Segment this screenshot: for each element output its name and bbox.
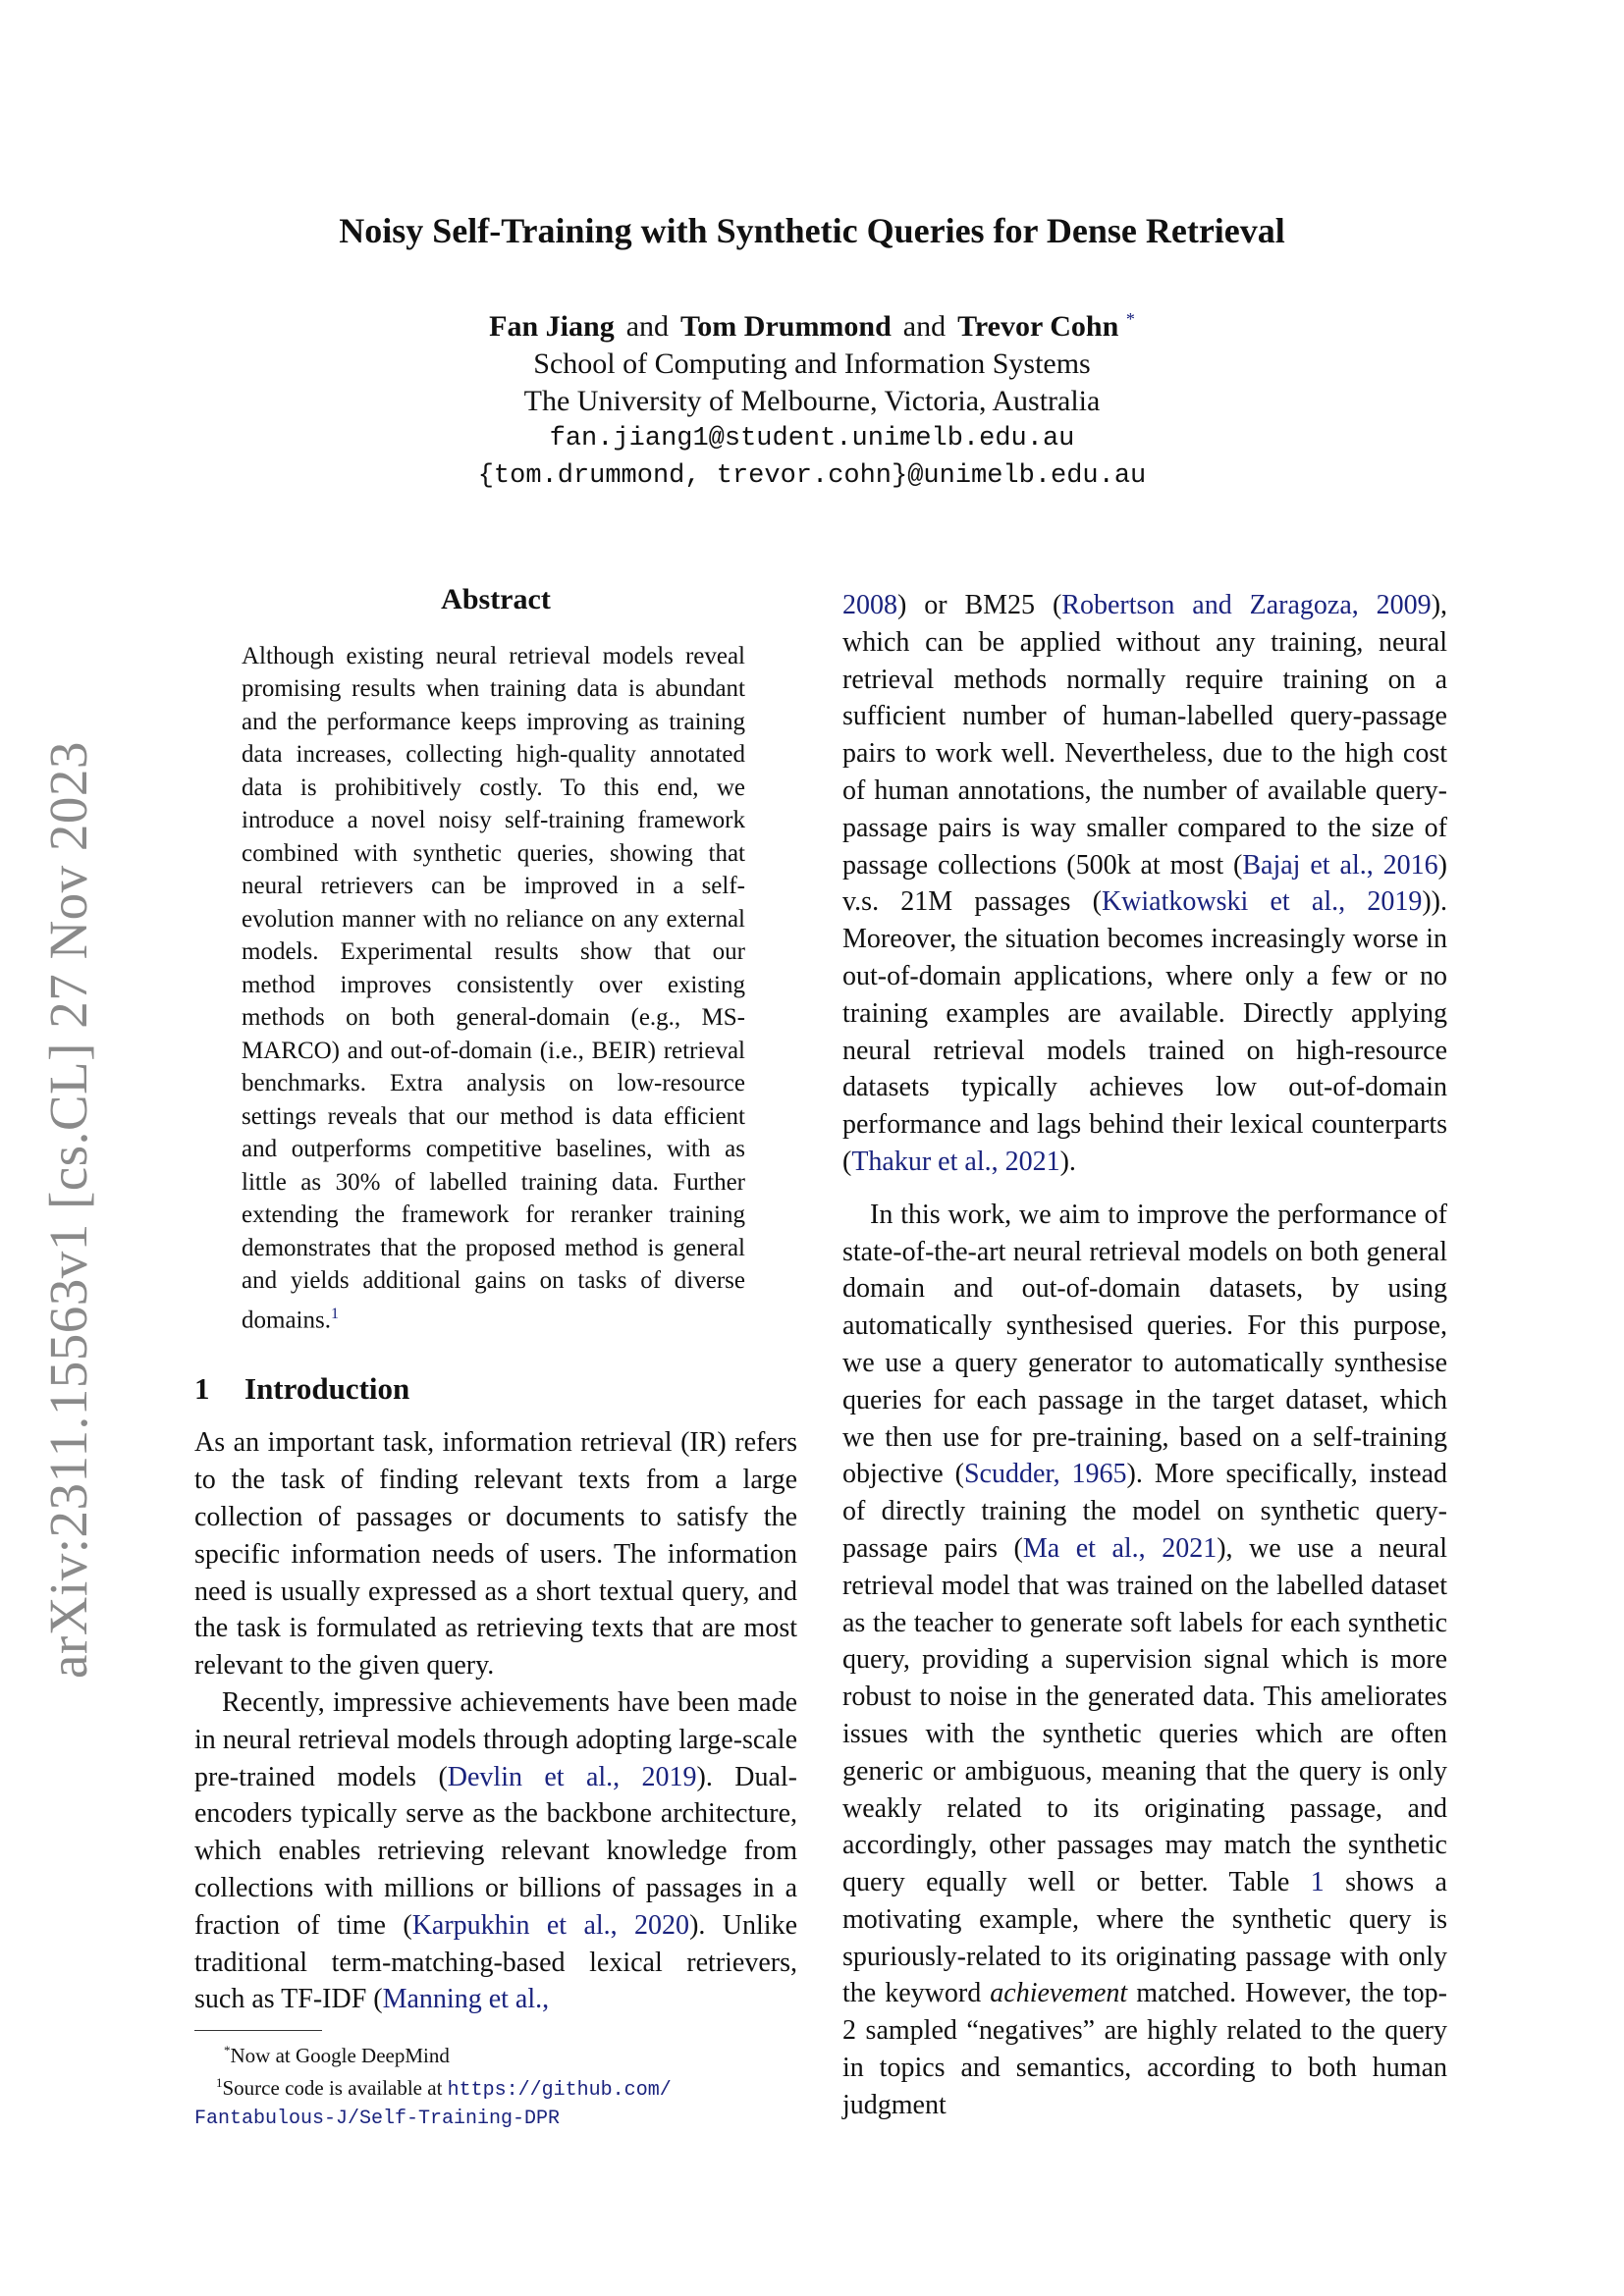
footnote-text: Source code is available at — [222, 2076, 448, 2100]
citation-link[interactable]: Ma et al., 2021 — [1022, 1532, 1218, 1564]
footnote — [194, 2037, 797, 2069]
section-heading — [194, 1370, 797, 1408]
citation-link[interactable]: 2008 — [842, 590, 897, 620]
author-separator: and — [625, 310, 670, 343]
citation-link[interactable]: Thakur et al., 2021 — [851, 1146, 1060, 1177]
body-paragraph — [842, 1197, 1447, 2124]
paragraph-text: ). Dual-encoders typically serve as the backbone architecture, which enables retrieving relevant knowledge from collections with millions or billions of passages in a fraction of time ( — [194, 1761, 798, 1941]
affiliation-university: The University of Melbourne, Victoria, Australia — [523, 385, 1101, 417]
citation-link[interactable]: Karpukhin et al., 2020 — [411, 1909, 690, 1941]
author-email: {tom.drummond, trevor.cohn}@unimelb.edu.au — [477, 461, 1147, 491]
section-number: 1 — [194, 1370, 210, 1406]
author-footnote-mark[interactable]: * — [1125, 309, 1135, 329]
abstract-body — [194, 640, 797, 1337]
right-column — [842, 587, 1447, 2124]
author-name: Tom Drummond — [680, 310, 892, 343]
footnote-mark: * — [224, 2043, 231, 2057]
paragraph-text: )). Moreover, the situation becomes increasingly worse in out-of-domain applications, where only a few or no training examples are available. Directly applying neural retrieval models trained on high-resource datasets typically achieves low out-of-domain performance and lags behind their lexical counterparts ( — [842, 886, 1447, 1177]
footnote — [194, 2069, 797, 2132]
abstract-heading: Abstract — [441, 583, 551, 615]
source-code-link[interactable]: Fantabulous-J/Self-Training-DPR — [194, 2108, 561, 2130]
author-name: Fan Jiang — [489, 310, 615, 343]
paragraph-text: Recently, impressive achievements have been made in neural retrieval models through adopting large-scale pre-trained models ( — [194, 1687, 797, 1792]
paragraph-text: shows a motivating example, where the synthetic query is spuriously-related to its originating passage with only the keyword — [842, 1867, 1447, 2009]
author-email: fan.jiang1@student.unimelb.edu.au — [549, 424, 1075, 454]
source-code-link[interactable]: https://github.com/ — [447, 2079, 672, 2102]
paragraph-text: ). Unlike traditional term-matching-based lexical retrievers, such as TF-IDF ( — [194, 1909, 797, 2015]
footnote-mark: 1 — [216, 2075, 223, 2090]
citation-link[interactable]: Bajaj et al., 2016 — [1242, 849, 1438, 881]
paragraph-text: matched. However, the top-2 sampled “negatives” are highly related to the query in topics and semantics, according to both human judgment — [842, 1978, 1447, 2120]
paragraph-text: ) v.s. 21M passages ( — [842, 849, 1447, 918]
abstract-text: Although existing neural retrieval models reveal promising results when training data is abundant and the performance keeps improving as training data increases, collecting high-quality annotated data is prohibitively costly. To this end, we introduce a novel noisy self-training framework combined with synthetic queries, showing that neural retrievers can be improved in a self-evolution manner with no reliance on any external models. Experimental results show that our method improves consistently over existing methods on both general-domain (e.g., MS-MARCO) and out-of-domain (i.e., BEIR) retrieval benchmarks. Extra analysis on low-resource settings reveals that our method is data efficient and outperforms competitive baselines, with as little as 30% of labelled training data. Further extending the framework for reranker training demonstrates that the proposed method is general and yields additional gains on tasks of diverse domains. — [242, 642, 745, 1334]
paragraph-text: ). More specifically, instead of directly training the model on synthetic query-passage pairs ( — [842, 1459, 1447, 1564]
paragraph-text: ) or BM25 ( — [897, 590, 1062, 620]
author-block — [0, 300, 1624, 495]
left-column — [194, 581, 797, 2018]
citation-link[interactable]: Robertson and Zaragoza, 2009 — [1061, 590, 1432, 620]
paragraph-text: In this work, we aim to improve the performance of state-of-the-art neural retrieval models on both general domain and out-of-domain datasets, by using automatically synthesised queries. For this purpose, we use a query generator to automatically synthesise queries for each passage in the target dataset, which we then use for pre-training, based on a self-training objective ( — [842, 1199, 1447, 1490]
footnote-ref[interactable]: 1 — [330, 1305, 339, 1322]
author-separator: and — [902, 310, 947, 343]
table-reference-link[interactable]: 1 — [1310, 1867, 1325, 1898]
author-name: Trevor Cohn — [957, 310, 1119, 343]
footnotes — [194, 2030, 797, 2132]
citation-link[interactable]: Scudder, 1965 — [963, 1459, 1127, 1490]
emphasized-keyword: achievement — [990, 1978, 1128, 2009]
section-title: Introduction — [244, 1370, 410, 1406]
paragraph-text: ). — [1059, 1146, 1076, 1177]
arxiv-stamp: arXiv:2311.15563v1 [cs.CL] 27 Nov 2023 — [38, 741, 98, 1679]
footnote-rule — [194, 2030, 322, 2031]
paragraph-text: ), we use a neural retrieval model that was trained on the labelled dataset as the teacher to generate soft labels for each synthetic query, providing a supervision signal which is more robust to noise in the generated data. This ameliorates issues with the synthetic queries which are often generic or ambiguous, meaning that the query is only weakly related to its originating passage, and accordingly, other passages may match the synthetic query equally well or better. Table — [842, 1532, 1448, 1898]
affiliation-department: School of Computing and Information Systems — [533, 347, 1091, 380]
citation-link[interactable]: Devlin et al., 2019 — [447, 1761, 697, 1792]
intro-paragraph: As an important task, information retrieval (IR) refers to the task of finding relevant texts from a large collection of passages or documents to satisfy the specific information needs of users. The information need is usually expressed as a short textual query, and the task is formulated as retrieving texts that are most relevant to the given query. — [194, 1427, 797, 1682]
paper-title: Noisy Self-Training with Synthetic Queries for Dense Retrieval — [339, 211, 1285, 250]
citation-link[interactable]: Kwiatkowski et al., 2019 — [1101, 886, 1423, 918]
author-names — [0, 300, 1624, 346]
intro-paragraph — [194, 1684, 797, 2018]
footnote-text: Now at Google DeepMind — [230, 2044, 450, 2067]
paragraph-text: ), which can be applied without any training, neural retrieval methods normally require training on a sufficient number of human-labelled query-passage pairs to work well. Nevertheless, due to the high cost of human annotations, the number of available query-passage pairs is way smaller compared to the size of passage collections (500k at most ( — [842, 590, 1448, 881]
body-paragraph — [842, 587, 1447, 1181]
citation-link[interactable]: Manning et al., — [382, 1984, 550, 2015]
